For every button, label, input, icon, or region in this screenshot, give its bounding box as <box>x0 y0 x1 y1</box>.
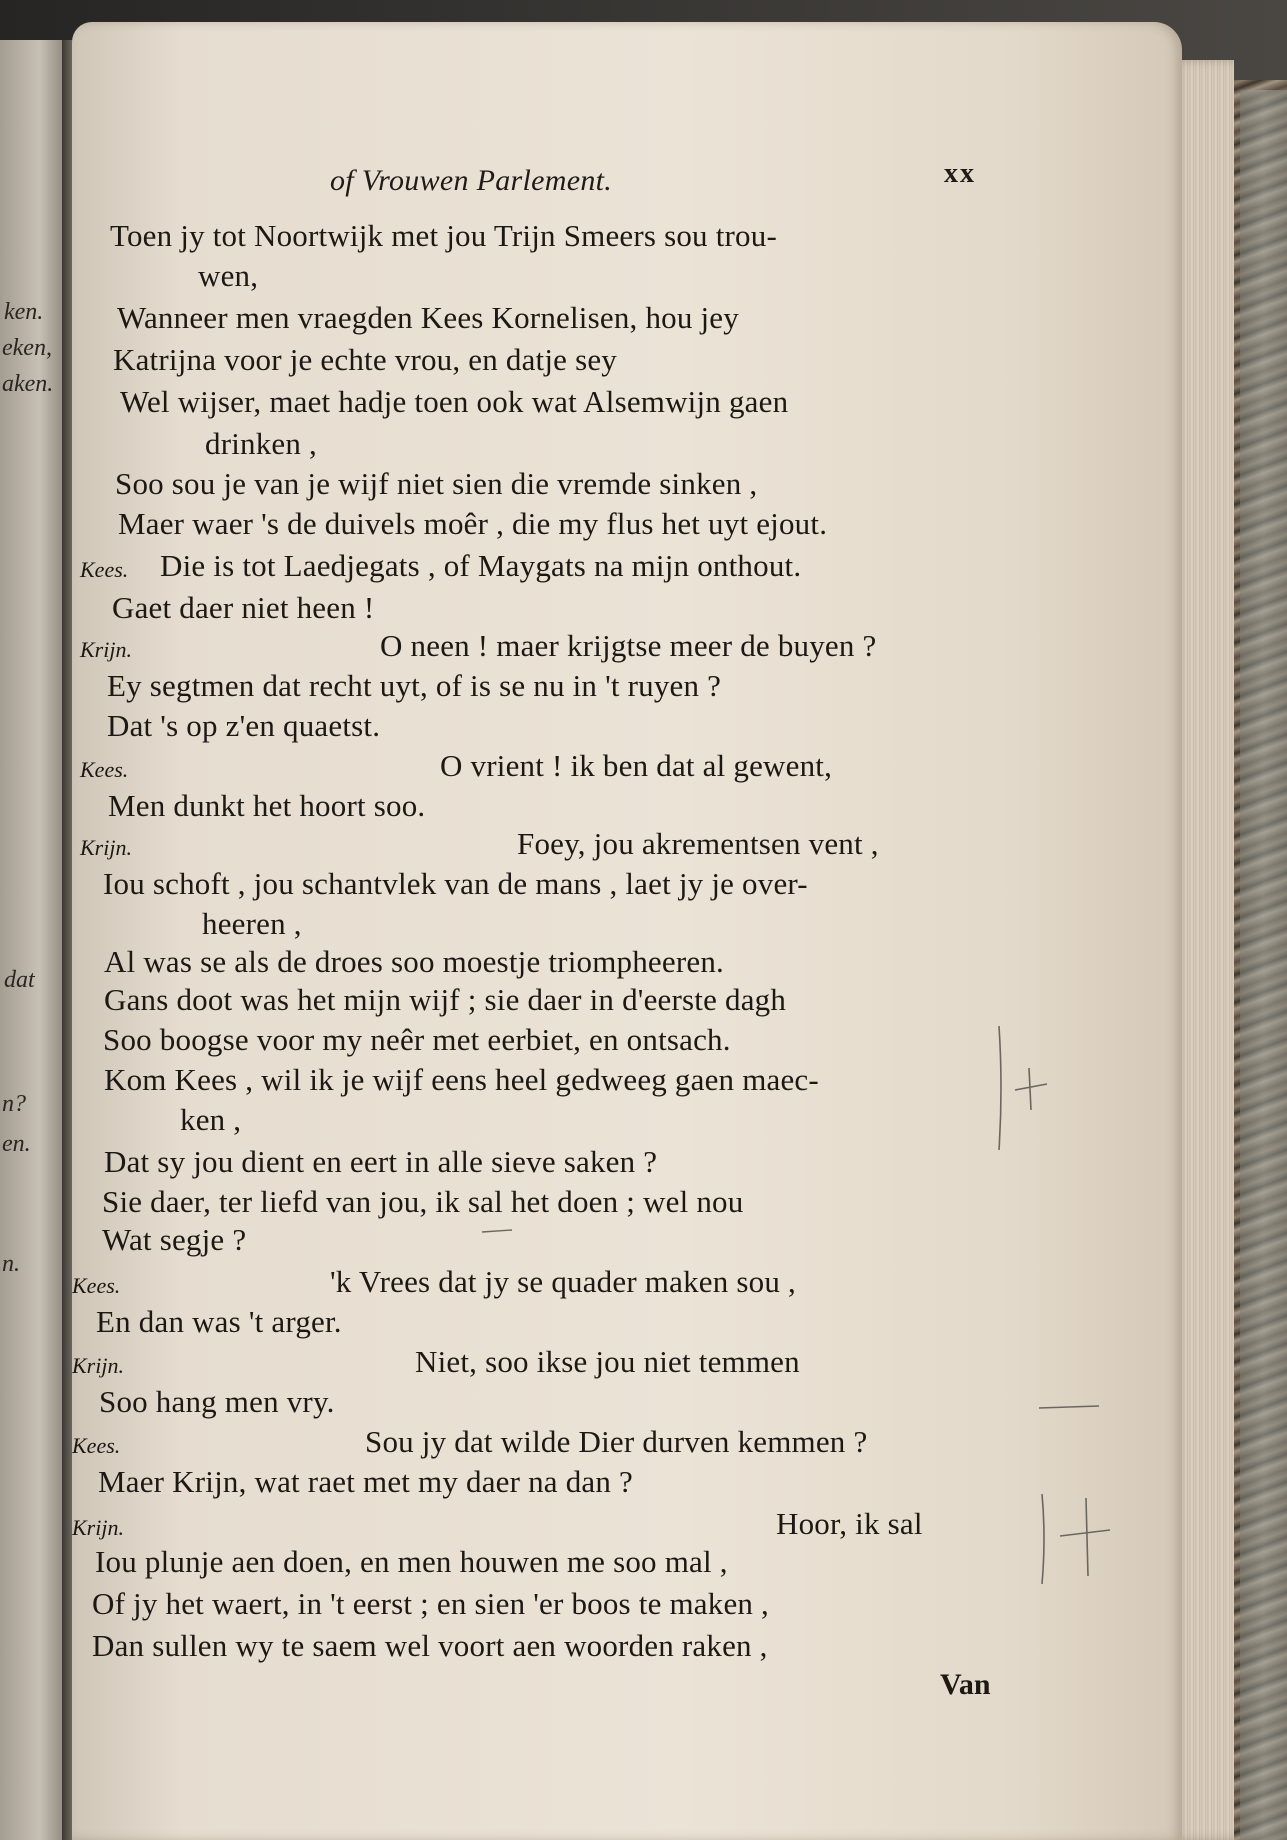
verse-line: 'k Vrees dat jy se quader maken sou , <box>330 1264 796 1299</box>
speaker-label: Krijn. <box>72 1515 124 1540</box>
speaker-label: Kees. <box>80 557 129 582</box>
verse-line: O neen ! maer krijgtse meer de buyen ? <box>380 628 877 663</box>
verse-line: Sou jy dat wilde Dier durven kemmen ? <box>365 1424 868 1459</box>
left-page-fragment: n. <box>2 1251 20 1277</box>
catchword: Van <box>940 1668 991 1701</box>
verse-line: Die is tot Laedjegats , of Maygats na mijn onthout. <box>160 548 802 583</box>
pencil-bracket-annotation <box>985 1018 1055 1158</box>
verse-line: ken , <box>180 1102 242 1137</box>
verse-line: drinken , <box>205 426 317 461</box>
verse-line: Maer waer 's de duivels moêr , die my flus het uyt ejout. <box>118 506 828 541</box>
speaker-label: Krijn. <box>80 835 132 860</box>
page-number: xx <box>944 158 976 189</box>
verse-line: Wel wijser, maet hadje toen ook wat Alsemwijn gaen <box>120 384 789 419</box>
left-page-fragment: ken. <box>4 299 44 325</box>
verse-line: Ey segtmen dat recht uyt, of is se nu in 't ruyen ? <box>107 668 722 703</box>
verse-line: Soo boogse voor my neêr met eerbiet, en ontsach. <box>103 1022 731 1057</box>
verse-line: Toen jy tot Noortwijk met jou Trijn Smeers sou trou- <box>110 218 777 253</box>
board-edge <box>1240 90 1287 1840</box>
pencil-dash-annotation <box>1035 1398 1105 1418</box>
speaker-label: Krijn. <box>72 1353 124 1378</box>
pencil-mark-annotation <box>478 1224 518 1238</box>
verse-line: Wat segje ? <box>102 1222 247 1257</box>
verse-line: Soo sou je van je wijf niet sien die vremde sinken , <box>115 466 758 501</box>
verse-line: Gaet daer niet heen ! <box>112 590 375 625</box>
verse-line: Iou schoft , jou schantvlek van de mans , laet jy je over- <box>103 866 808 901</box>
verse-line: Men dunkt het hoort soo. <box>108 788 426 823</box>
left-page-fragment: en. <box>2 1131 31 1157</box>
verse-line: Dan sullen wy te saem wel voort aen woorden raken , <box>92 1628 768 1663</box>
verse-line: Katrijna voor je echte vrou, en datje sey <box>113 342 618 377</box>
verse-line: Dat sy jou dient en eert in alle sieve saken ? <box>104 1144 658 1179</box>
left-page-fragment: n? <box>2 1091 26 1117</box>
verse-line: Soo hang men vry. <box>99 1384 335 1419</box>
verse-line: Maer Krijn, wat raet met my daer na dan ? <box>98 1464 633 1499</box>
verse-line: wen, <box>198 258 259 293</box>
verse-line: Niet, soo ikse jou niet temmen <box>415 1344 800 1379</box>
verse-line: Of jy het waert, in 't eerst ; en sien 'er boos te maken , <box>92 1586 770 1621</box>
verse-line: Al was se als de droes soo moestje triompheeren. <box>104 944 724 979</box>
left-page-fragment: dat <box>4 967 35 993</box>
pencil-cross-annotation <box>1030 1488 1120 1598</box>
verse-line: Dat 's op z'en quaetst. <box>107 708 381 743</box>
verse-line: Sie daer, ter liefd van jou, ik sal het doen ; wel nou <box>102 1184 744 1219</box>
left-page-fragment: eken, <box>2 335 52 361</box>
running-head: of Vrouwen Parlement. <box>330 164 613 197</box>
verse-line: En dan was 't arger. <box>96 1304 342 1339</box>
speaker-label: Kees. <box>80 757 129 782</box>
verse-line: Wanneer men vraegden Kees Kornelisen, hou jey <box>117 300 739 335</box>
verse-line: Gans doot was het mijn wijf ; sie daer in d'eerste dagh <box>104 982 787 1017</box>
verse-line: Hoor, ik sal <box>776 1506 923 1541</box>
verse-line: Iou plunje aen doen, en men houwen me soo mal , <box>95 1544 728 1579</box>
speaker-label: Krijn. <box>80 637 132 662</box>
left-page-fragment: aken. <box>2 371 54 397</box>
speaker-label: Kees. <box>72 1433 121 1458</box>
verse-line: Foey, jou akrementsen vent , <box>517 826 879 861</box>
verse-line: Kom Kees , wil ik je wijf eens heel gedweeg gaen maec- <box>104 1062 819 1097</box>
speaker-label: Kees. <box>72 1273 121 1298</box>
verse-line: heeren , <box>202 906 302 941</box>
verse-line: O vrient ! ik ben dat al gewent, <box>440 748 833 783</box>
